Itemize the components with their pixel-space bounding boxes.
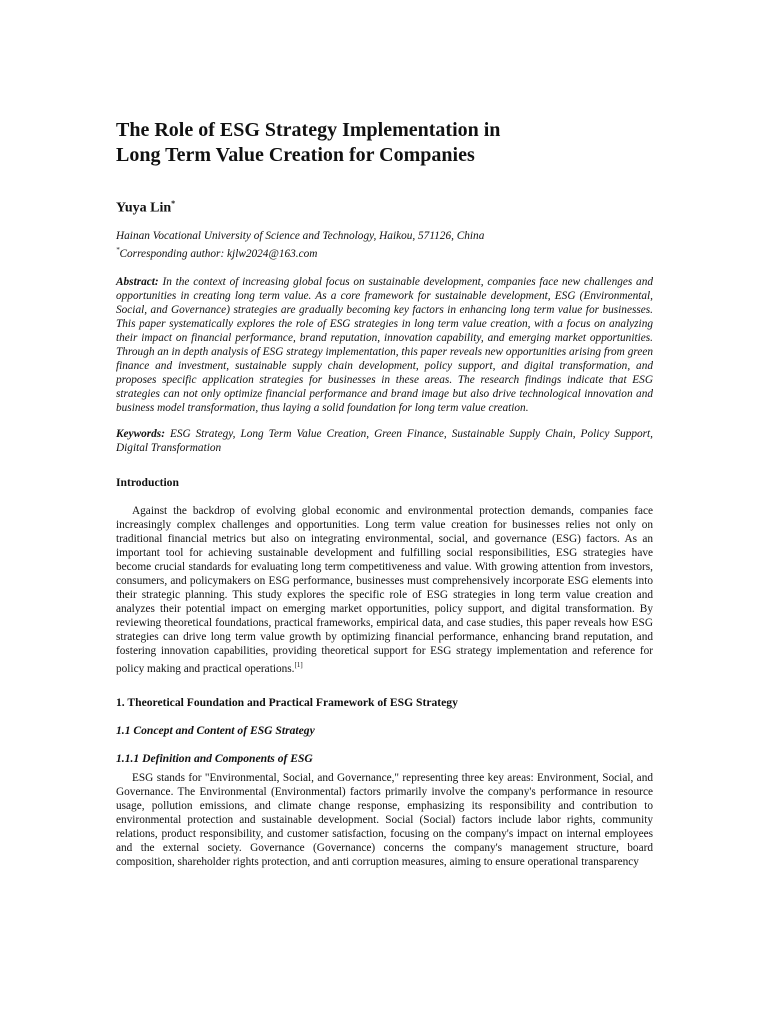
keywords-label: Keywords: bbox=[116, 428, 165, 441]
section-1-1-1-heading: 1.1.1 Definition and Components of ESG bbox=[116, 752, 313, 766]
corresponding-text: Corresponding author: kjlw2024@163.com bbox=[119, 247, 318, 260]
author-name bbox=[116, 195, 653, 217]
affiliation: Hainan Vocational University of Science and Technology, Haikou, 571126, China bbox=[116, 229, 485, 242]
paper-title bbox=[116, 118, 653, 168]
section-1-1-heading: 1.1 Concept and Content of ESG Strategy bbox=[116, 724, 315, 738]
intro-text: Against the backdrop of evolving global economic and environmental protection demands, companies face increasingly complex challenges and opportunities. Long term value creation for businesses relies not only on traditional financial metrics but also on integrating environmental, social, and governance (ESG) factors. As an important tool for achieving sustainable development and fulfilling social responsibilities, ESG strategies have become crucial standards for evaluating long term competitiveness and value. With growing attention from investors, consumers, and policymakers on ESG performance, businesses must comprehensively incorporate ESG elements into their strategic planning. This study explores the specific role of ESG strategies in long term value creation and analyzes their potential impact on emerging market opportunities, policy support, and digital transformation. By reviewing theoretical foundations, practical frameworks, empirical data, and case studies, this paper reveals how ESG strategies can drive long term value growth by optimizing financial performance, enhancing brand reputation, and fostering innovation capabilities, providing theoretical support for ESG strategy implementation and reference for policy making and practical operations. bbox=[116, 505, 653, 676]
abstract bbox=[116, 275, 653, 415]
intro-heading: Introduction bbox=[116, 476, 179, 490]
title-line-1: The Role of ESG Strategy Implementation in bbox=[116, 119, 501, 141]
affiliation-block bbox=[116, 229, 653, 261]
section-1-1-1-paragraph: ESG stands for "Environmental, Social, and Governance," representing three key areas: Environment, Social, and Governance. The Environmental (Environmental) factors primarily involve the company's performance in resource usage, pollution emissions, and climate change response, emphasizing its responsibility and contribution to environmental protection and sustainable development. Social (Social) factors include labor rights, community relations, product responsibility, and customer satisfaction, focusing on the company's impact on internal employees and the external society. Governance (Governance) concerns the company's management structure, board composition, shareholder rights protection, and anti corruption measures, aiming to ensure operational transparency bbox=[116, 772, 653, 869]
intro-reference: [1] bbox=[294, 661, 303, 670]
abstract-label: Abstract: bbox=[116, 276, 159, 289]
keywords-text: ESG Strategy, Long Term Value Creation, Green Finance, Sustainable Supply Chain, Policy Support, Digital Transformation bbox=[116, 428, 653, 455]
corresponding-author bbox=[116, 243, 653, 261]
intro-paragraph bbox=[116, 504, 653, 676]
author-mark: * bbox=[171, 199, 176, 208]
paper-page bbox=[116, 118, 653, 869]
section-1-heading: 1. Theoretical Foundation and Practical Framework of ESG Strategy bbox=[116, 696, 458, 710]
keywords bbox=[116, 427, 653, 455]
abstract-text: In the context of increasing global focus on sustainable development, companies face new challenges and opportunities in creating long term value. As a core framework for sustainable development, ESG (Environmental, Social, and Governance) strategies are gradually becoming key factors in enhancing long term value for businesses. This paper systematically explores the role of ESG strategies in long term value creation, with a focus on analyzing their impact on financial performance, brand reputation, innovation capability, and emerging market opportunities. Through an in depth analysis of ESG strategy implementation, this paper reveals new opportunities arising from green finance and investment, sustainable supply chain development, policy support, and digital transformation, and proposes specific application strategies for businesses in these areas. The research findings indicate that ESG strategies can not only optimize financial performance and brand image but also drive technological innovation and business model transformation, thus laying a solid foundation for long term value creation. bbox=[116, 276, 653, 415]
title-line-2: Long Term Value Creation for Companies bbox=[116, 144, 475, 166]
author-name-text: Yuya Lin bbox=[116, 200, 172, 216]
corresponding-mark: * bbox=[116, 245, 120, 254]
